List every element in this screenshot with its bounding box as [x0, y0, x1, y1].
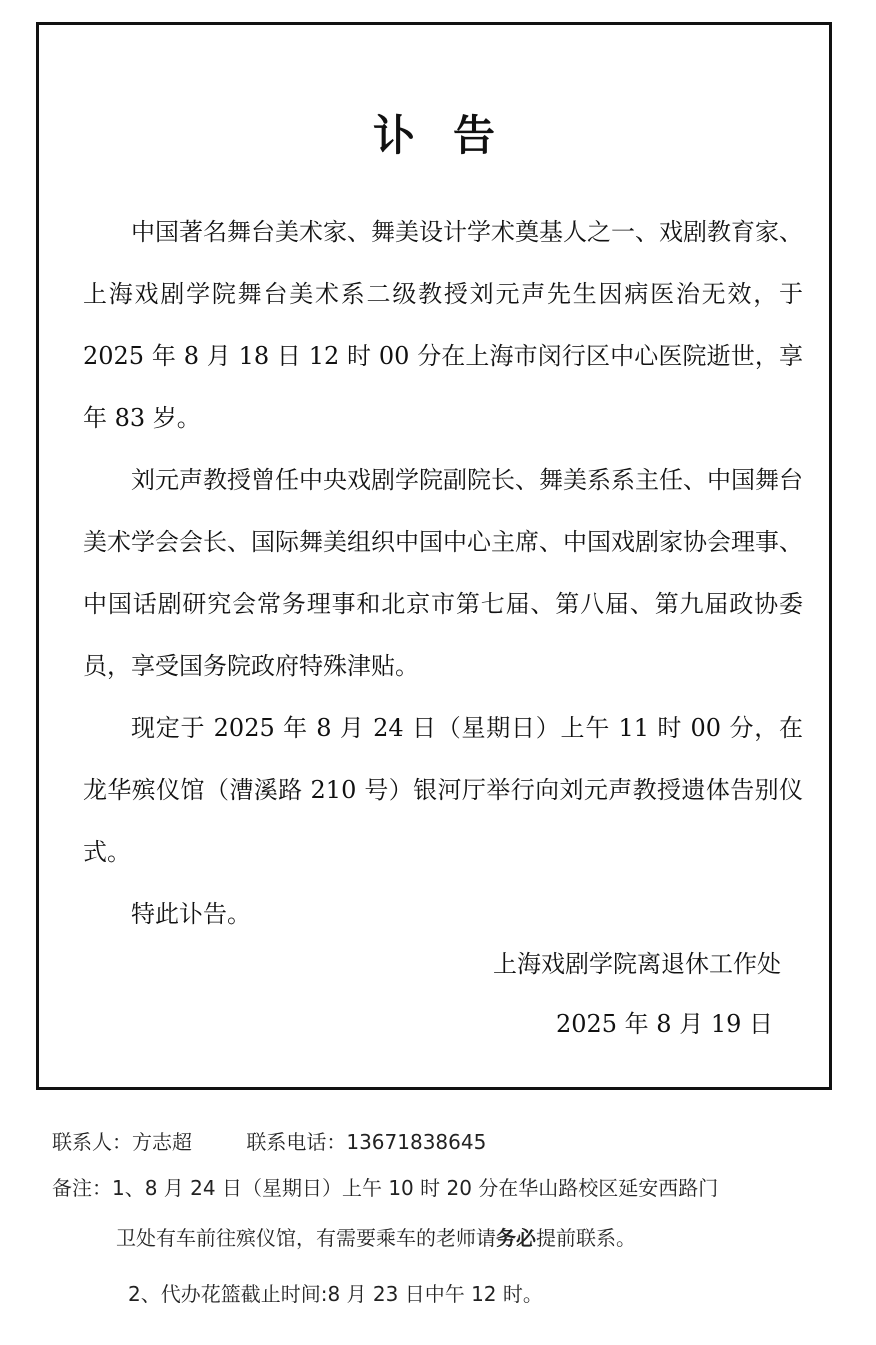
notice-body [83, 201, 803, 945]
paragraph-closing: 特此讣告。 [131, 900, 251, 928]
signature-organization: 上海戏剧学院离退休工作处 [493, 950, 781, 978]
contact-line [52, 1132, 486, 1152]
remark-line-2 [116, 1228, 636, 1248]
remark-text: 卫处有车前往殡仪馆，有需要乘车的老师请 [116, 1226, 496, 1250]
remark-emphasis: 务必 [496, 1226, 536, 1250]
paragraph-introduction: 中国著名舞台美术家、舞美设计学术奠基人之一、戏剧教育家、上海戏剧学院舞台美术系二级教授刘元声先生因病医治无效，于 2025 年 8 月 18 日 12 时 00 分在上海市闵行区中心医院逝世，享年 83 岁。 [83, 218, 803, 432]
paragraph-positions: 刘元声教授曾任中央戏剧学院副院长、舞美系系主任、中国舞台美术学会会长、国际舞美组织中国中心主席、中国戏剧家协会理事、中国话剧研究会常务理事和北京市第七届、第八届、第九届政协委员，享受国务院政府特殊津贴。 [83, 466, 803, 680]
remark-line-3: 2、代办花篮截止时间:8 月 23 日中午 12 时。 [128, 1282, 543, 1306]
paragraph-farewell-ceremony: 现定于 2025 年 8 月 24 日（星期日）上午 11 时 00 分，在龙华殡仪馆（漕溪路 210 号）银河厅举行向刘元声教授遗体告别仪式。 [83, 714, 803, 866]
signature-date: 2025 年 8 月 19 日 [555, 1010, 773, 1038]
notice-title: 讣告 [372, 111, 533, 160]
remark-text-end: 提前联系。 [536, 1226, 636, 1250]
contact-person: 联系人：方志超 [52, 1130, 192, 1154]
obituary-notice [36, 22, 832, 1090]
remark-line-1: 备注：1、8 月 24 日（星期日）上午 10 时 20 分在华山路校区延安西路门 [52, 1176, 719, 1200]
contact-phone: 联系电话：13671838645 [246, 1130, 487, 1154]
